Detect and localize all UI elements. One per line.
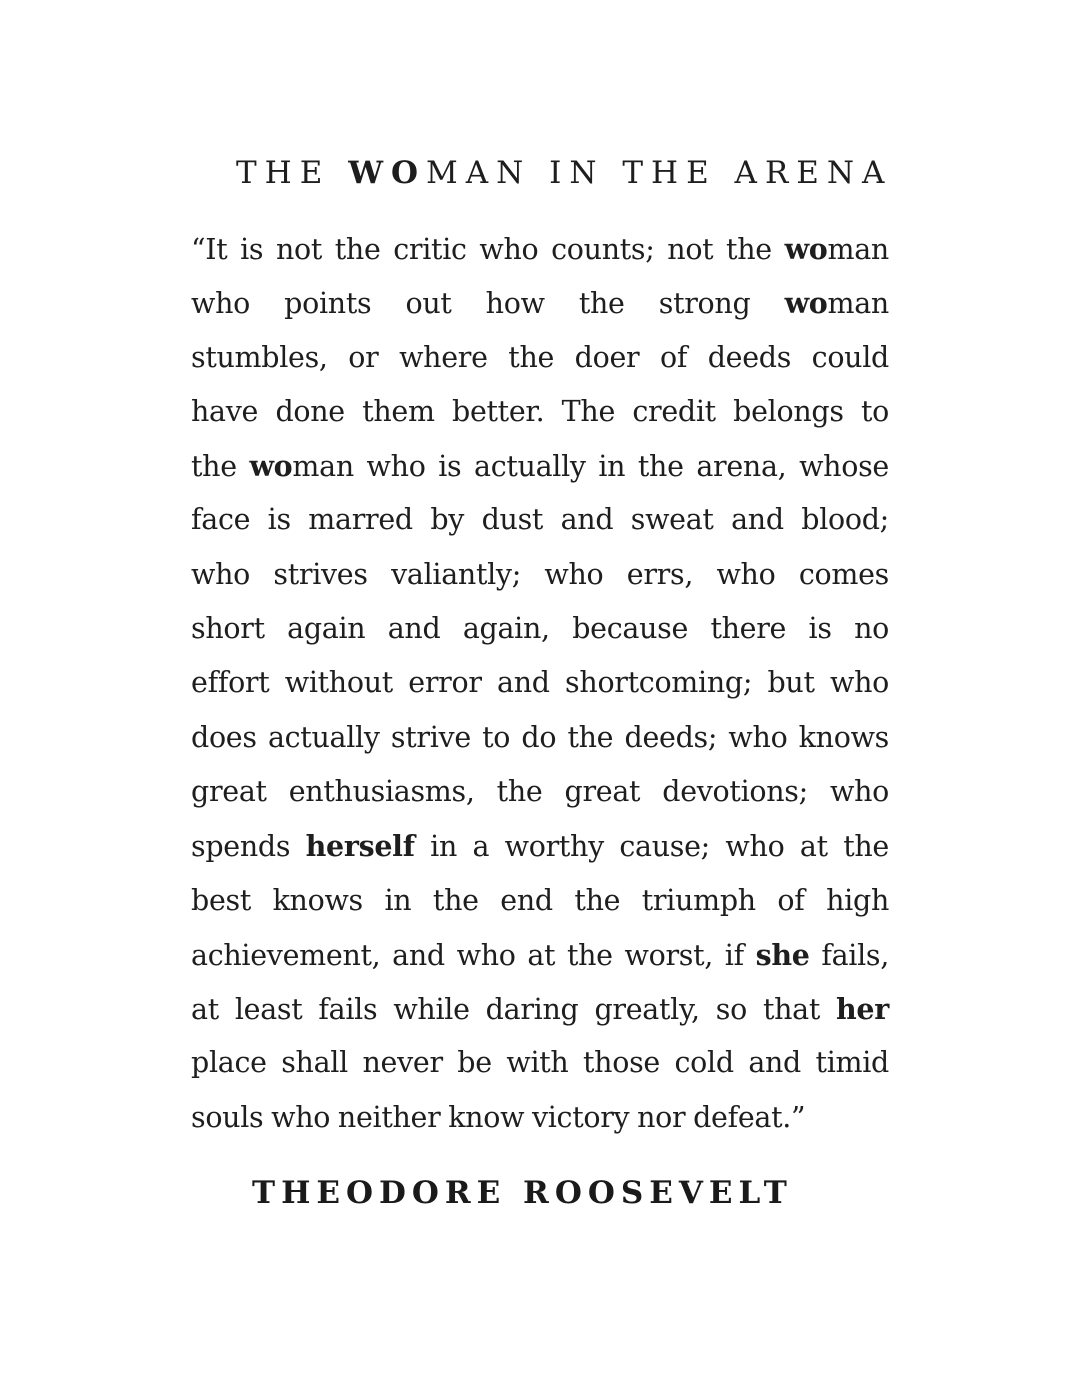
quote-line-17: souls who neither know victory nor defeat.” bbox=[191, 1100, 806, 1134]
quote-line-7: who strives valiantly; who errs, who comes bbox=[191, 557, 889, 591]
title-prefix: THE bbox=[236, 155, 349, 191]
quote-line-2: who points out how the strong woman bbox=[191, 286, 889, 321]
quote-line-4: have done them better. The credit belongs to bbox=[191, 394, 889, 428]
emphasis-wo: wo bbox=[249, 449, 293, 484]
quote-line-11: great enthusiasms, the great devotions; who bbox=[191, 774, 889, 808]
quote-line-12: spends herself in a worthy cause; who at the bbox=[191, 829, 889, 864]
quote-line-13: best knows in the end the triumph of high bbox=[191, 883, 889, 917]
quote-body bbox=[191, 222, 889, 1142]
quote-author: THEODORE ROOSEVELT bbox=[252, 1175, 793, 1211]
quote-line-3: stumbles, or where the doer of deeds could bbox=[191, 340, 889, 374]
emphasis-she: she bbox=[755, 937, 810, 972]
emphasis-herself: herself bbox=[305, 829, 415, 864]
quote-line-10: does actually strive to do the deeds; who knows bbox=[191, 720, 889, 754]
quote-line-8: short again and again, because there is no bbox=[191, 612, 889, 646]
quote-line-9: effort without error and shortcoming; but who bbox=[191, 666, 889, 700]
title-bold-emphasis: WO bbox=[348, 155, 427, 191]
quote-line-1: “It is not the critic who counts; not the woman bbox=[191, 232, 889, 266]
quote-line-14: achievement, and who at the worst, if she fails, bbox=[191, 937, 889, 972]
quote-line-6: face is marred by dust and sweat and blood; bbox=[191, 503, 889, 537]
title-suffix: MAN IN THE ARENA bbox=[426, 155, 893, 191]
quote-line-16: place shall never be with those cold and timid bbox=[191, 1046, 889, 1080]
emphasis-wo: wo bbox=[784, 232, 828, 266]
quote-line-5: the woman who is actually in the arena, whose bbox=[191, 449, 889, 484]
emphasis-wo: wo bbox=[784, 286, 828, 321]
emphasis-her: her bbox=[836, 992, 889, 1027]
quote-line-15: at least fails while daring greatly, so that her bbox=[191, 992, 889, 1027]
quote-title bbox=[236, 150, 893, 196]
